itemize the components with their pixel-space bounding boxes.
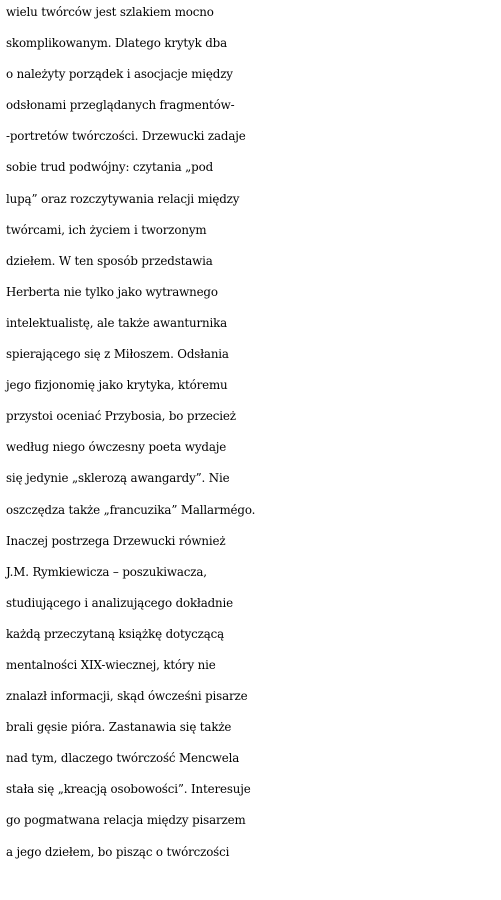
text-line-20: studiującego i analizującego dokładnie bbox=[6, 595, 234, 610]
text-line-16: się jedynie „sklerozą awangardy”. Nie bbox=[6, 471, 230, 486]
text-line-11: intelektualistę, ale także awanturnika bbox=[6, 315, 228, 330]
text-line-28: a jego dziełem, bo pisząc o twórczości bbox=[6, 844, 230, 859]
text-line-27: go pogmatwana relacja między pisarzem bbox=[6, 813, 246, 828]
text-line-5: -portretów twórczości. Drzewucki zadaje bbox=[6, 129, 246, 144]
text-line-15: według niego ówczesny poeta wydaje bbox=[6, 440, 227, 455]
text-line-10: Herberta nie tylko jako wytrawnego bbox=[6, 284, 218, 299]
text-line-4: odsłonami przeglądanych fragmentów- bbox=[6, 98, 235, 113]
text-line-21: każdą przeczytaną książkę dotyczącą bbox=[6, 626, 225, 641]
article-text-column bbox=[6, 0, 501, 868]
text-line-22: mentalności XIX-wiecznej, który nie bbox=[6, 657, 216, 672]
text-line-2: skomplikowanym. Dlatego krytyk dba bbox=[6, 36, 227, 51]
text-line-25: nad tym, dlaczego twórczość Mencwela bbox=[6, 751, 240, 766]
text-line-12: spierającego się z Miłoszem. Odsłania bbox=[6, 347, 229, 362]
text-line-19: J.M. Rymkiewicza – poszukiwacza, bbox=[6, 564, 207, 579]
text-line-26: stała się „kreacją osobowości”. Interesuje bbox=[6, 782, 251, 797]
text-line-23: znalazł informacji, skąd ówcześni pisarze bbox=[6, 689, 248, 704]
text-line-7: lupą” oraz rozczytywania relacji między bbox=[6, 191, 240, 206]
text-line-3: o należyty porządek i asocjacje między bbox=[6, 67, 233, 82]
text-line-17: oszczędza także „francuzika” Mallarmégo. bbox=[6, 502, 256, 517]
text-line-9: dziełem. W ten sposób przedstawia bbox=[6, 253, 213, 268]
text-line-13: jego fizjonomię jako krytyka, któremu bbox=[6, 378, 228, 393]
text-line-1: wielu twórców jest szlakiem mocno bbox=[6, 5, 214, 19]
text-line-24: brali gęsie pióra. Zastanawia się także bbox=[6, 720, 232, 735]
text-line-18: Inaczej postrzega Drzewucki również bbox=[6, 533, 226, 548]
text-line-8: twórcami, ich życiem i tworzonym bbox=[6, 222, 207, 237]
text-line-6: sobie trud podwójny: czytania „pod bbox=[6, 160, 214, 175]
text-line-14: przystoi oceniać Przybosia, bo przecież bbox=[6, 409, 236, 424]
